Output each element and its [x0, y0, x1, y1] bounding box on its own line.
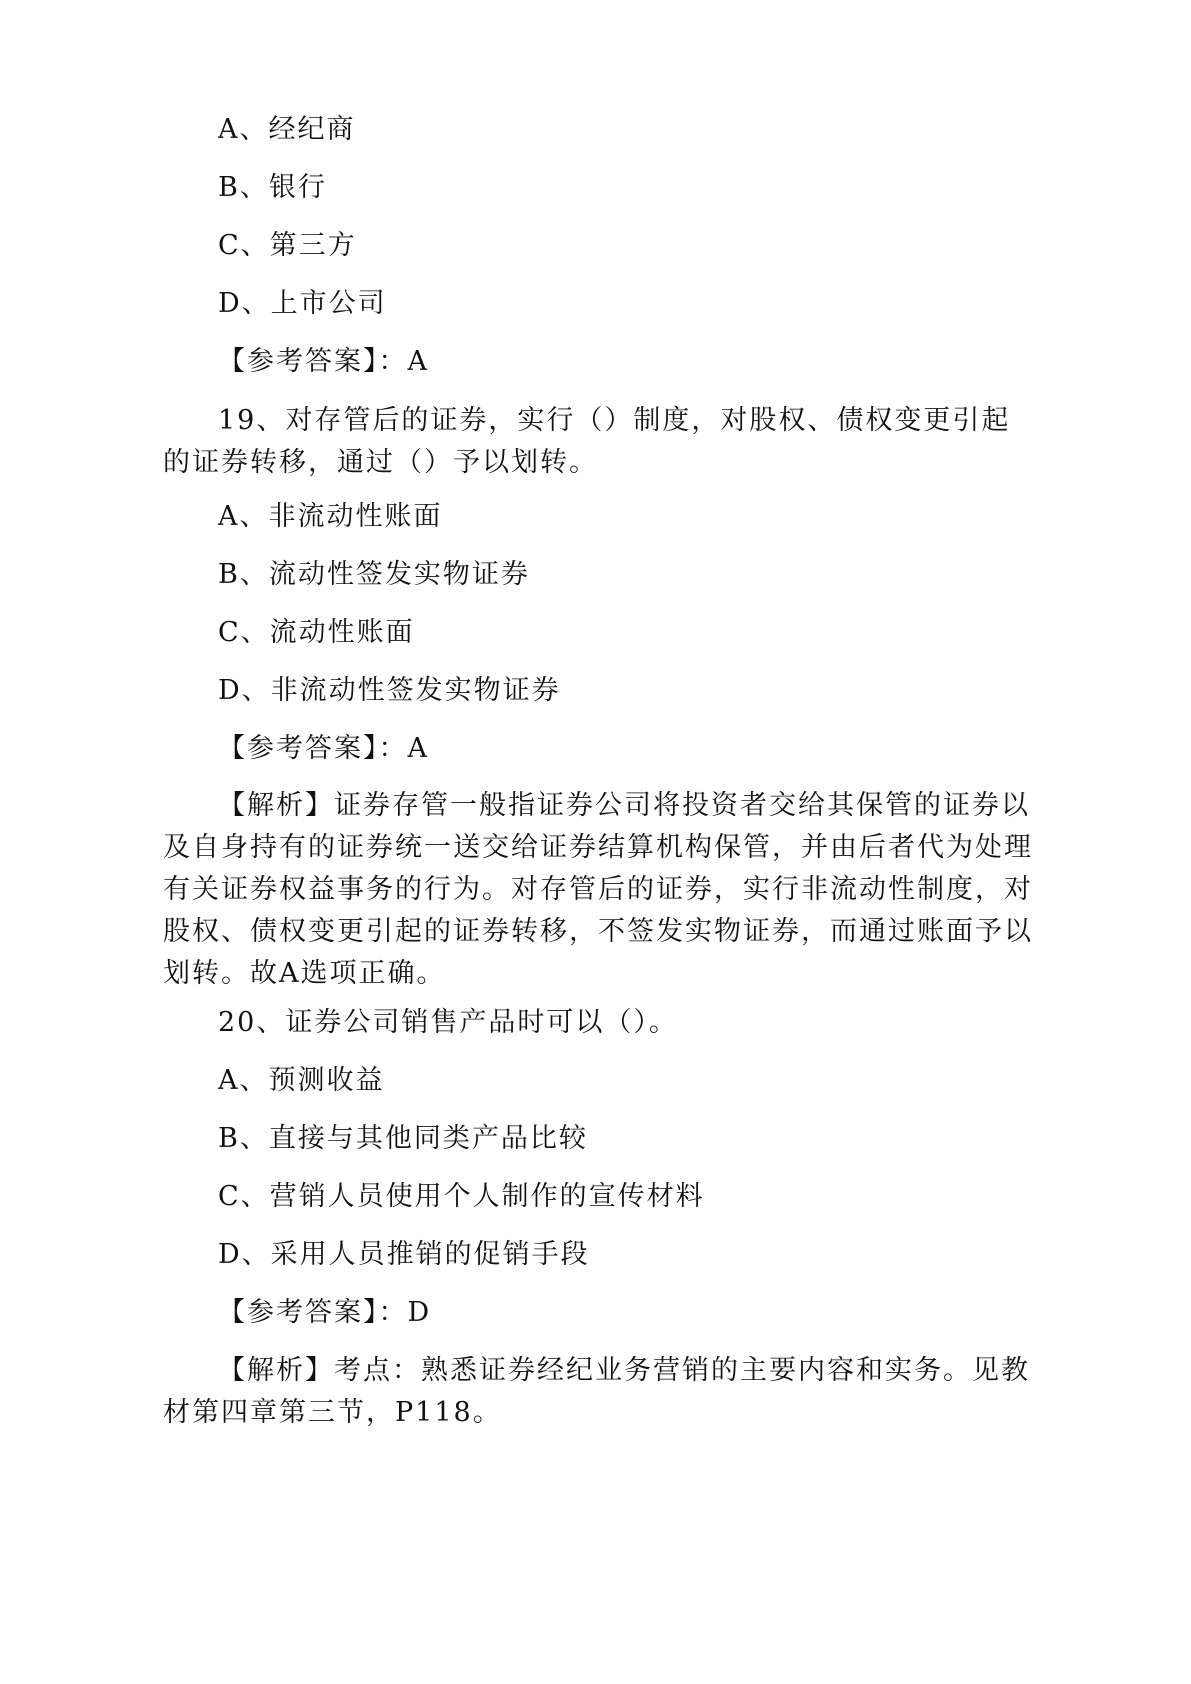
- q18-option-b: B、银行: [218, 172, 327, 203]
- q18-option-a: A、经纪商: [218, 114, 356, 145]
- q18-option-d: D、上市公司: [218, 288, 387, 319]
- q19-option-c: C、流动性账面: [218, 617, 415, 648]
- q19-analysis: 【解析】证券存管一般指证券公司将投资者交给其保管的证券以及自身持有的证券统一送交给证券结算机构保管，并由后者代为处理有关证券权益事务的行为。对存管后的证券，实行非流动性制度，对股权、债权变更引起的证券转移，不签发实物证券，而通过账面予以划转。故A选项正确。: [163, 790, 1033, 989]
- q20-option-b: B、直接与其他同类产品比较: [218, 1123, 588, 1154]
- q20-analysis: 【解析】考点：熟悉证券经纪业务营销的主要内容和实务。见教材第四章第三节，P118。: [163, 1355, 1030, 1428]
- q18-option-c: C、第三方: [218, 230, 357, 261]
- q20-option-a: A、预测收益: [218, 1065, 385, 1096]
- q19-stem: 19、对存管后的证券，实行（）制度，对股权、债权变更引起的证券转移，通过（）予以划转。: [163, 405, 1011, 478]
- q19-option-d: D、非流动性签发实物证券: [218, 675, 561, 706]
- q20-option-c: C、营销人员使用个人制作的宣传材料: [218, 1181, 705, 1212]
- q19-answer: 【参考答案】：A: [218, 733, 429, 764]
- q19-option-a: A、非流动性账面: [218, 501, 443, 532]
- q19-option-b: B、流动性签发实物证券: [218, 559, 530, 590]
- q20-option-d: D、采用人员推销的促销手段: [218, 1239, 590, 1270]
- q18-answer: 【参考答案】：A: [218, 346, 429, 377]
- q20-stem: 20、证券公司销售产品时可以（）。: [218, 1007, 678, 1038]
- q20-answer: 【参考答案】：D: [218, 1297, 432, 1328]
